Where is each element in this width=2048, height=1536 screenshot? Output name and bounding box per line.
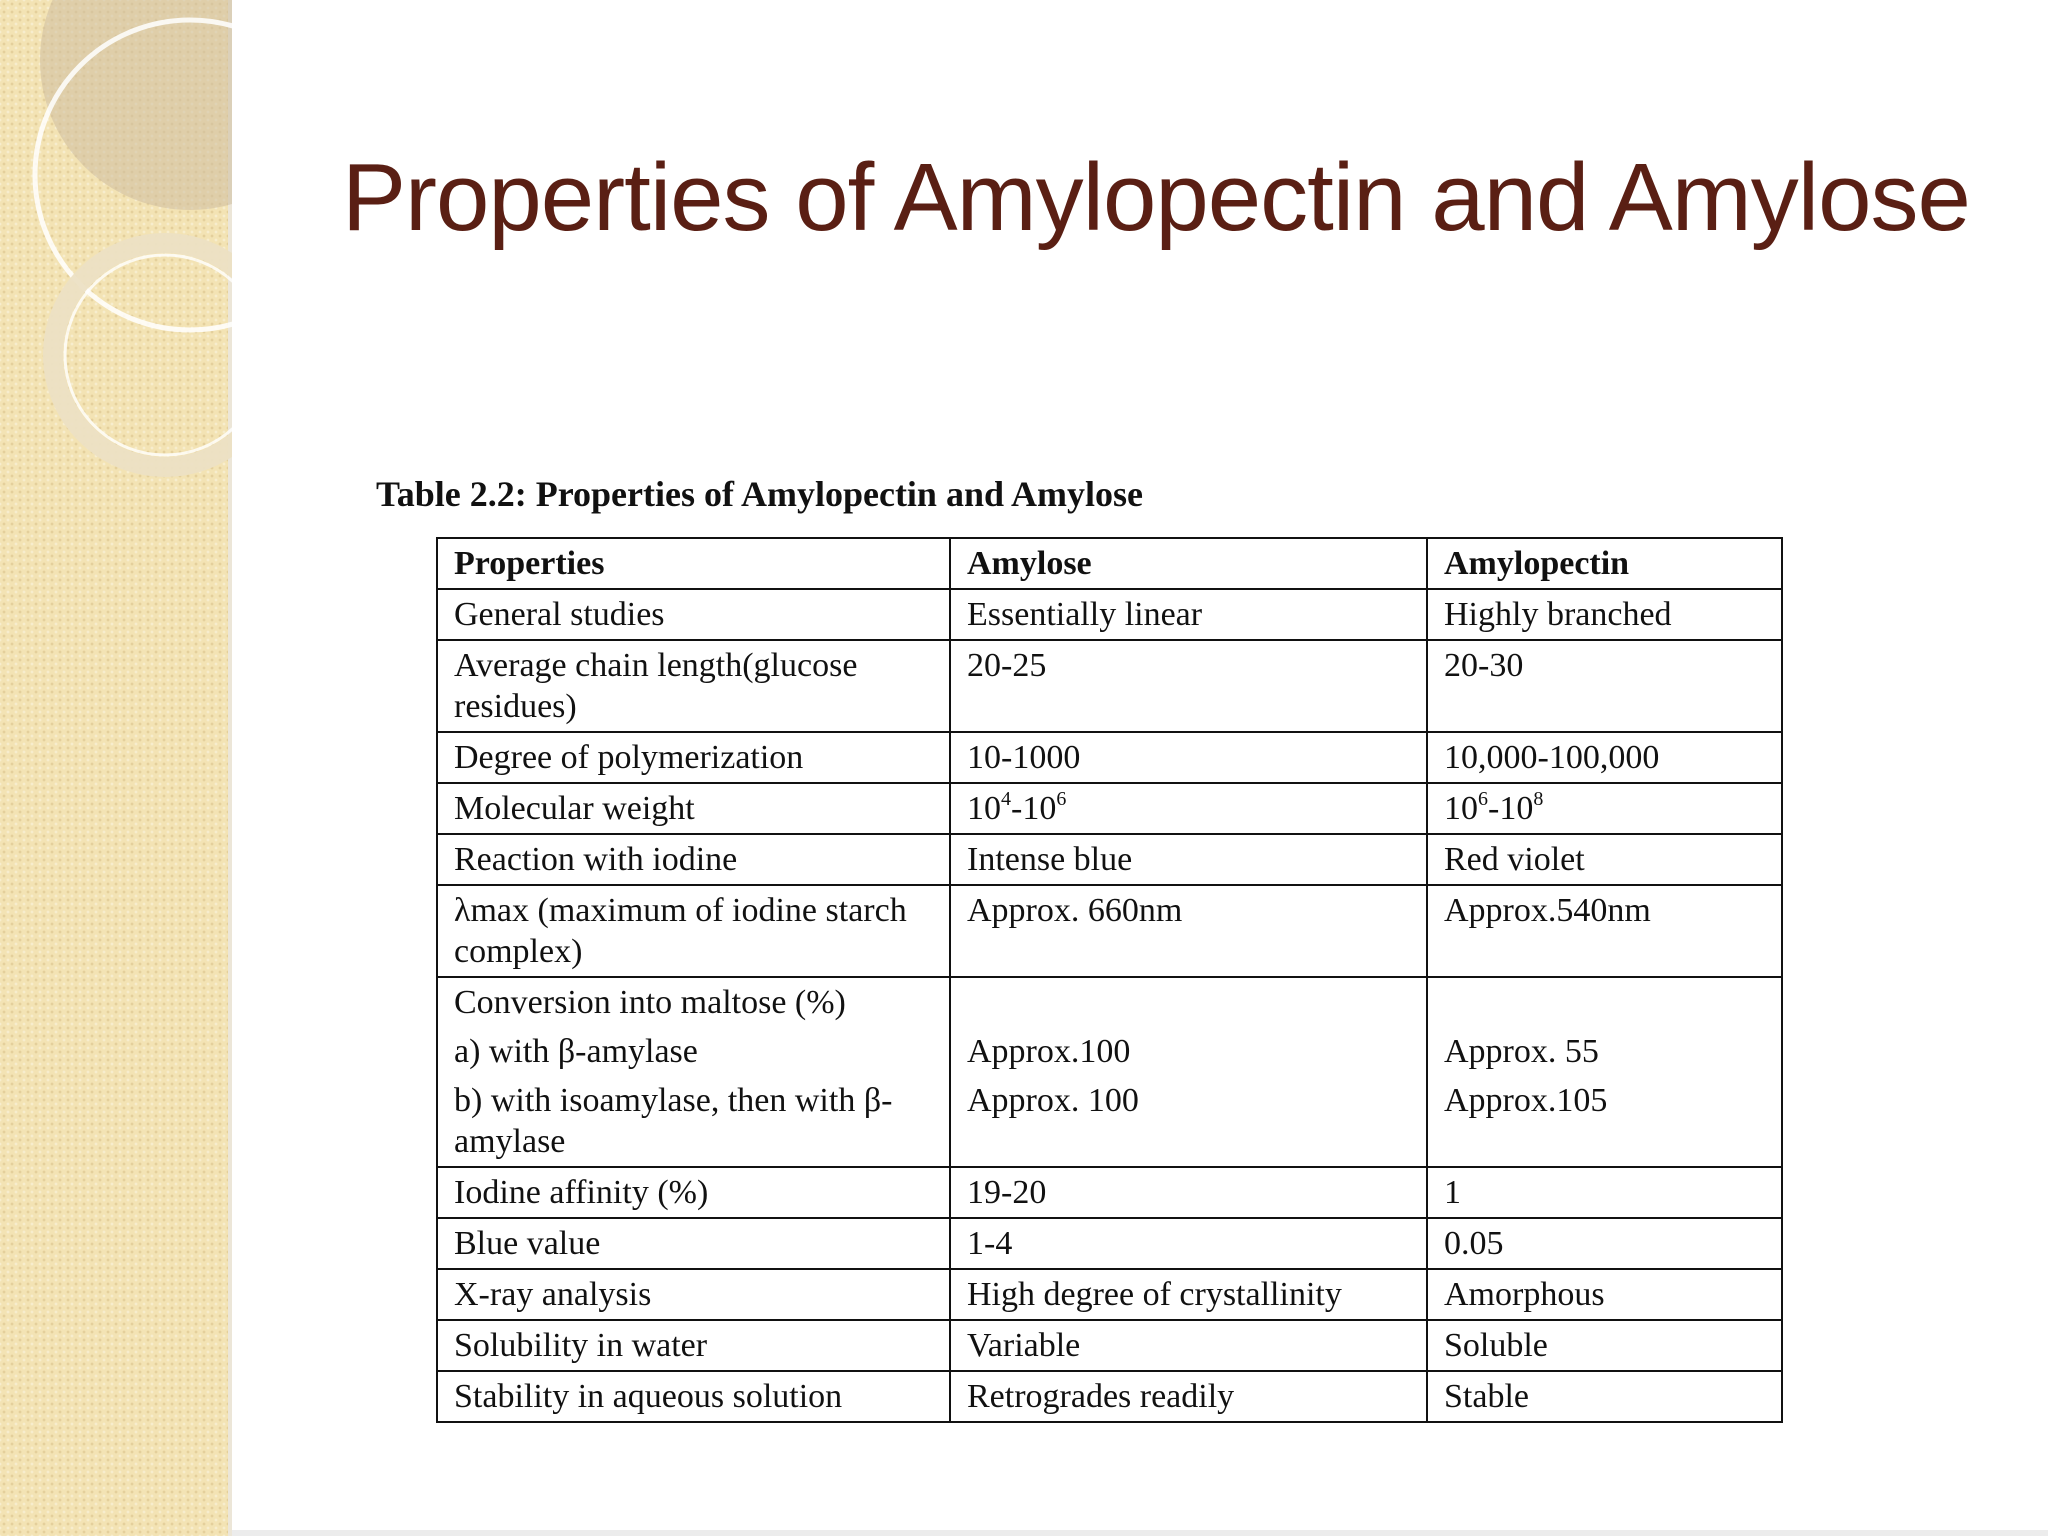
table-row bbox=[437, 885, 1782, 977]
mw-exponent: 8 bbox=[1533, 788, 1544, 810]
mw-exponent: 6 bbox=[1478, 788, 1488, 810]
cell-amylopectin: Red violet bbox=[1427, 834, 1782, 885]
mw-base: 10 bbox=[1022, 790, 1057, 827]
cell-amylose: Intense blue bbox=[950, 834, 1427, 885]
mw-base: 10 bbox=[1444, 790, 1478, 827]
header-amylopectin: Amylopectin bbox=[1427, 538, 1782, 589]
mw-separator: - bbox=[1011, 790, 1023, 827]
cell-amylopectin: Highly branched bbox=[1427, 589, 1782, 640]
cell-amylose: 10-1000 bbox=[950, 732, 1427, 783]
table-row bbox=[437, 640, 1782, 732]
conversion-a-amylopectin: Approx. 55 bbox=[1444, 1033, 1599, 1070]
table-row bbox=[437, 1218, 1782, 1269]
mw-base: 10 bbox=[1499, 790, 1534, 827]
cell-amylose: Variable bbox=[950, 1320, 1427, 1371]
cell-amylopectin: 10,000-100,000 bbox=[1427, 732, 1782, 783]
table-row bbox=[437, 834, 1782, 885]
cell-amylose: 1-4 bbox=[950, 1218, 1427, 1269]
spacer bbox=[1444, 982, 1765, 1023]
cell-amylose: 20-25 bbox=[950, 640, 1427, 732]
decorative-rings bbox=[0, 0, 232, 520]
cell-amylopectin: 20-30 bbox=[1427, 640, 1782, 732]
cell-amylopectin: Stable bbox=[1427, 1371, 1782, 1422]
cell-property: Degree of polymerization bbox=[437, 732, 950, 783]
cell-property: Average chain length(glucose residues) bbox=[437, 640, 950, 732]
cell-amylose: Essentially linear bbox=[950, 589, 1427, 640]
mw-exponent: 4 bbox=[1001, 788, 1011, 810]
cell-amylopectin: 0.05 bbox=[1427, 1218, 1782, 1269]
slide-bottom-edge bbox=[232, 1530, 2048, 1536]
header-amylose: Amylose bbox=[950, 538, 1427, 589]
conversion-b-amylopectin: Approx.105 bbox=[1444, 1082, 1608, 1119]
cell-amylose: Retrogrades readily bbox=[950, 1371, 1427, 1422]
cell-property: Molecular weight bbox=[437, 783, 950, 834]
cell-amylopectin bbox=[1427, 977, 1782, 1167]
cell-property: Stability in aqueous solution bbox=[437, 1371, 950, 1422]
cell-amylose: Approx. 660nm bbox=[950, 885, 1427, 977]
mw-separator: - bbox=[1488, 790, 1500, 827]
conversion-b-amylose: Approx. 100 bbox=[967, 1082, 1139, 1119]
cell-amylopectin bbox=[1427, 783, 1782, 834]
cell-amylopectin: Approx.540nm bbox=[1427, 885, 1782, 977]
cell-amylopectin: 1 bbox=[1427, 1167, 1782, 1218]
table-row bbox=[437, 732, 1782, 783]
cell-property bbox=[437, 977, 950, 1167]
properties-table bbox=[436, 537, 1783, 1423]
table-row bbox=[437, 1269, 1782, 1320]
table-caption: Table 2.2: Properties of Amylopectin and Amylose bbox=[376, 474, 1143, 514]
table-row bbox=[437, 1167, 1782, 1218]
cell-property: Solubility in water bbox=[437, 1320, 950, 1371]
conversion-sub-a: a) with β-amylase bbox=[454, 1033, 698, 1070]
table-row bbox=[437, 977, 1782, 1167]
spacer bbox=[967, 982, 1410, 1023]
mw-base: 10 bbox=[967, 790, 1001, 827]
cell-amylose: High degree of crystallinity bbox=[950, 1269, 1427, 1320]
cell-amylopectin: Soluble bbox=[1427, 1320, 1782, 1371]
cell-amylopectin: Amorphous bbox=[1427, 1269, 1782, 1320]
cell-property: X-ray analysis bbox=[437, 1269, 950, 1320]
table-row bbox=[437, 1371, 1782, 1422]
conversion-label: Conversion into maltose (%) bbox=[454, 984, 846, 1021]
cell-amylose bbox=[950, 977, 1427, 1167]
conversion-a-amylose: Approx.100 bbox=[967, 1033, 1131, 1070]
cell-amylose bbox=[950, 783, 1427, 834]
cell-property: Reaction with iodine bbox=[437, 834, 950, 885]
table-row bbox=[437, 1320, 1782, 1371]
table-row bbox=[437, 783, 1782, 834]
cell-property: General studies bbox=[437, 589, 950, 640]
decorative-ring-thick bbox=[53, 243, 232, 467]
table-header-row bbox=[437, 538, 1782, 589]
cell-property: λmax (maximum of iodine starch complex) bbox=[437, 885, 950, 977]
header-properties: Properties bbox=[437, 538, 950, 589]
slide-title: Properties of Amylopectin and Amylose bbox=[342, 144, 1970, 251]
cell-property: Blue value bbox=[437, 1218, 950, 1269]
cell-amylose: 19-20 bbox=[950, 1167, 1427, 1218]
mw-exponent: 6 bbox=[1056, 788, 1067, 810]
table-row bbox=[437, 589, 1782, 640]
cell-property: Iodine affinity (%) bbox=[437, 1167, 950, 1218]
conversion-sub-b: b) with isoamylase, then with β-amylase bbox=[454, 1082, 893, 1160]
